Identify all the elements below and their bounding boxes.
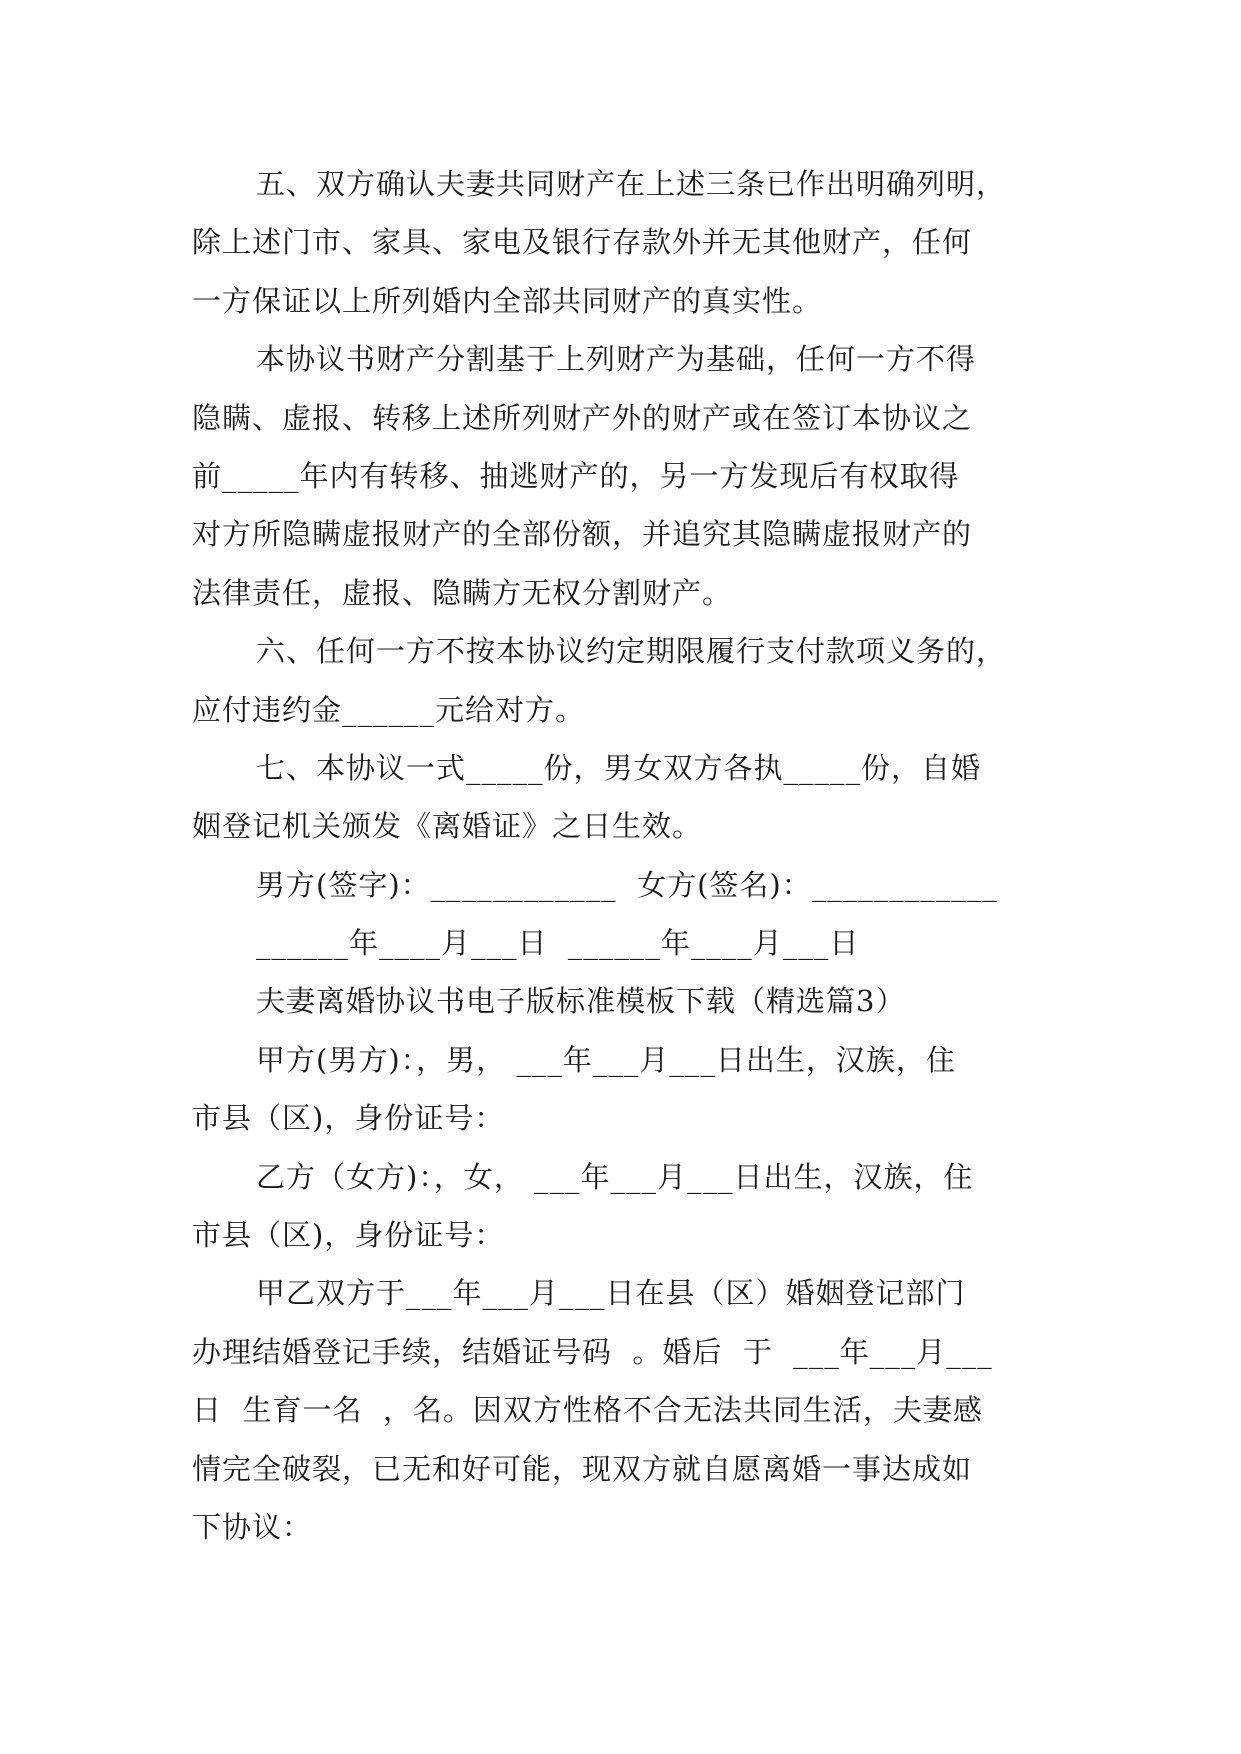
text-line: 六、任何一方不按本协议约定期限履行支付款项义务的， bbox=[256, 634, 1007, 669]
text-line: 情完全破裂，已无和好可能，现双方就自愿离婚一事达成如 bbox=[192, 1451, 973, 1486]
text-line: 下协议： bbox=[192, 1509, 313, 1544]
text-line: 日 生育一名 ，名。因双方性格不合无法共同生活，夫妻感 bbox=[192, 1393, 983, 1428]
text-line: ______年____月___日 ______年____月___日 bbox=[256, 926, 860, 961]
text-line: 隐瞒、虚报、转移上述所列财产外的财产或在签订本协议之 bbox=[192, 400, 973, 435]
text-line: 办理结婚登记手续，结婚证号码 。婚后 于 ___年___月___ bbox=[192, 1334, 993, 1369]
text-line: 法律责任，虚报、隐瞒方无权分割财产。 bbox=[192, 575, 733, 610]
text-line: 夫妻离婚协议书电子版标准模板下载（精选篇3） bbox=[256, 984, 906, 1019]
agreement-text bbox=[192, 155, 1052, 1556]
text-line: 五、双方确认夫妻共同财产在上述三条已作出明确列明， bbox=[256, 167, 1007, 201]
text-line: 乙方（女方)：，女， ___年___月___日出生，汉族，住 bbox=[256, 1159, 974, 1194]
text-line: 七、本协议一式_____份，男女双方各执_____份，自婚 bbox=[256, 750, 982, 785]
text-line: 甲乙双方于___年___月___日在县（区）婚姻登记部门 bbox=[256, 1276, 966, 1311]
text-line: 本协议书财产分割基于上列财产为基础，任何一方不得 bbox=[256, 342, 977, 377]
text-line: 对方所隐瞒虚报财产的全部份额，并追究其隐瞒虚报财产的 bbox=[192, 517, 973, 552]
text-line: 前_____年内有转移、抽逃财产的，另一方发现后有权取得 bbox=[192, 458, 960, 493]
text-line: 应付违约金______元给对方。 bbox=[192, 692, 586, 727]
text-line: 除上述门市、家具、家电及银行存款外并无其他财产，任何 bbox=[192, 225, 973, 260]
text-line: 男方(签字)：____________ 女方(签名)：____________ bbox=[256, 867, 998, 902]
text-line: 市县（区)，身份证号： bbox=[192, 1218, 505, 1253]
text-line: 姻登记机关颁发《离婚证》之日生效。 bbox=[192, 809, 703, 844]
text-line: 市县（区)，身份证号： bbox=[192, 1101, 505, 1136]
text-line: 甲方(男方)：，男， ___年___月___日出生，汉族，住 bbox=[256, 1042, 956, 1077]
text-line: 一方保证以上所列婚内全部共同财产的真实性。 bbox=[192, 283, 823, 318]
